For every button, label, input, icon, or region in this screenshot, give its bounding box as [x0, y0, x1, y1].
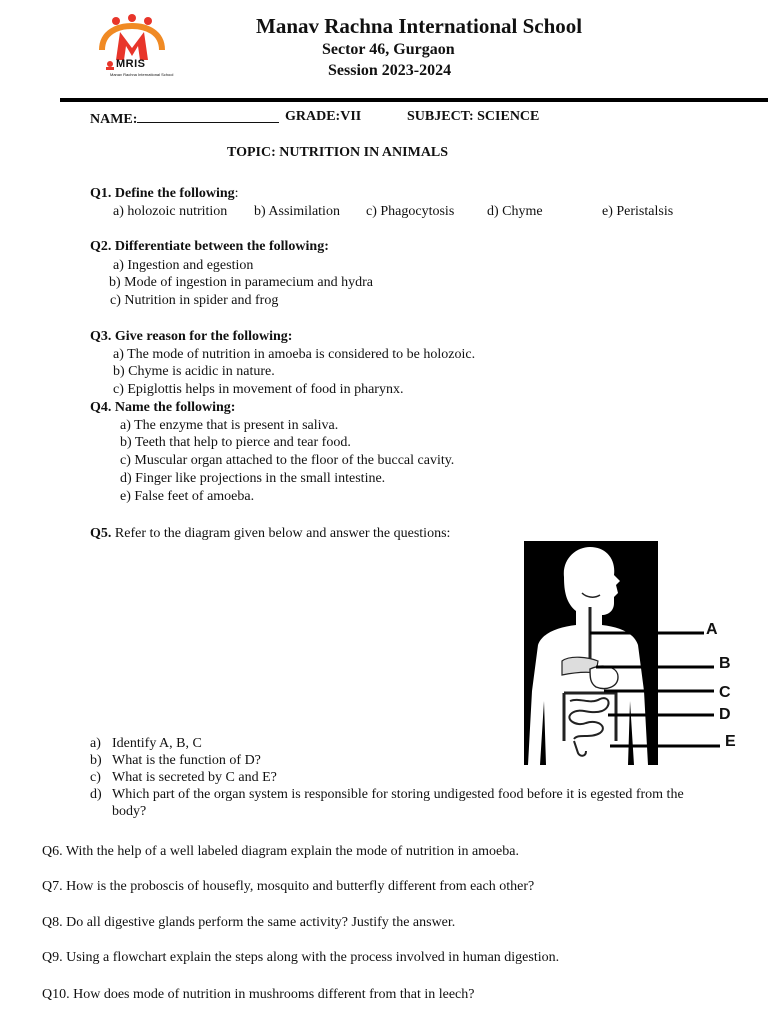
q3-item: a) The mode of nutrition in amoeba is considered to be holozoic. [113, 347, 476, 362]
q5-sub-text: Identify A, B, C [112, 736, 202, 751]
q5-subquestion [90, 735, 720, 752]
name-blank-line [137, 108, 279, 123]
grade-label: GRADE:VII [285, 109, 362, 124]
topic-label: TOPIC: NUTRITION IN ANIMALS [227, 145, 449, 160]
session: Session 2023-2024 [328, 62, 452, 79]
q5-subquestion [90, 752, 720, 769]
diagram-label-b: B [719, 655, 731, 672]
q5-sub-marker: a) [90, 736, 101, 751]
q3-title: Q3. Give reason for the following: [90, 329, 293, 344]
question-q8: Q8. Do all digestive glands perform the same activity? Justify the answer. [42, 915, 456, 930]
question-q9: Q9. Using a flowchart explain the steps along with the process involved in human digestion. [42, 950, 560, 965]
q2-title: Q2. Differentiate between the following: [90, 239, 329, 254]
subject-label: SUBJECT: SCIENCE [407, 109, 540, 124]
q4-item: e) False feet of amoeba. [120, 489, 255, 504]
q1-item: a) holozoic nutrition [113, 204, 228, 219]
q5-heading [90, 525, 450, 542]
digestive-system-diagram [524, 541, 750, 767]
question-q10: Q10. How does mode of nutrition in mushrooms different from that in leech? [42, 987, 475, 1002]
q1-number: Q1. [90, 186, 112, 201]
q5-number: Q5. [90, 526, 112, 541]
q5-sub-marker: c) [90, 770, 101, 785]
q2-item: b) Mode of ingestion in paramecium and hydra [109, 275, 373, 290]
q1-item: b) Assimilation [254, 204, 340, 219]
q1-item: c) Phagocytosis [366, 204, 455, 219]
header-divider [60, 98, 768, 102]
q4-item: b) Teeth that help to pierce and tear food. [120, 435, 351, 450]
q5-sub-marker: d) [90, 787, 102, 802]
q5-sub-marker: b) [90, 753, 102, 768]
q5-sub-text: What is the function of D? [112, 753, 261, 768]
q4-title: Q4. Name the following: [90, 400, 236, 415]
name-label: NAME: [90, 112, 138, 127]
q2-item: c) Nutrition in spider and frog [110, 293, 279, 308]
q5-subquestion [90, 786, 720, 820]
school-name: Manav Rachna International School [256, 14, 583, 38]
q3-item: b) Chyme is acidic in nature. [113, 364, 275, 379]
school-address: Sector 46, Gurgaon [322, 41, 455, 58]
question-q6: Q6. With the help of a well labeled diagram explain the mode of nutrition in amoeba. [42, 844, 519, 859]
q3-item: c) Epiglottis helps in movement of food in pharynx. [113, 382, 404, 397]
diagram-label-d: D [719, 706, 731, 723]
q1-title: Define the following [114, 186, 235, 201]
logo-tagline: Manav Rachna International School [110, 72, 174, 77]
q4-item: d) Finger like projections in the small intestine. [120, 471, 386, 486]
diagram-label-c: C [719, 684, 731, 701]
q5-subquestions [90, 735, 720, 820]
q1-item: e) Peristalsis [602, 204, 674, 219]
question-q7: Q7. How is the proboscis of housefly, mosquito and butterfly different from each other? [42, 879, 535, 894]
q5-title: Refer to the diagram given below and answer the questions: [114, 526, 451, 541]
q1-heading [90, 185, 239, 202]
q4-item: a) The enzyme that is present in saliva. [120, 418, 339, 433]
human-body-silhouette-icon [524, 541, 750, 767]
name-field [90, 108, 279, 128]
q2-item: a) Ingestion and egestion [113, 258, 254, 273]
q5-sub-text: What is secreted by C and E? [112, 770, 277, 785]
q4-item: c) Muscular organ attached to the floor of the buccal cavity. [120, 453, 455, 468]
logo-emblem-icon [96, 14, 170, 80]
diagram-label-a: A [706, 621, 718, 638]
logo-text: MRIS [116, 58, 146, 70]
school-logo [96, 14, 174, 80]
q5-subquestion [90, 769, 720, 786]
q1-item: d) Chyme [487, 204, 543, 219]
q5-sub-text: Which part of the organ system is responsible for storing undigested food before it is egested from the body? [112, 787, 684, 819]
q1-colon: : [234, 186, 239, 201]
diagram-label-e: E [725, 733, 736, 750]
